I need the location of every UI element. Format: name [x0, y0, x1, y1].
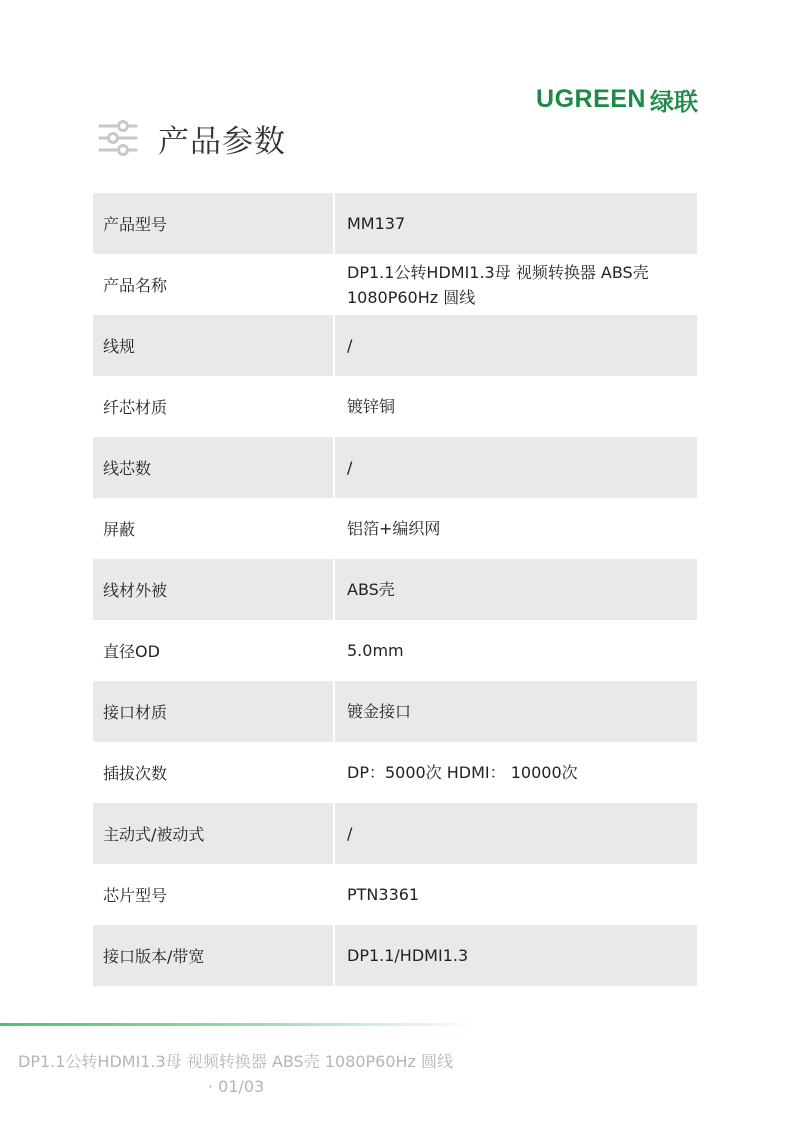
spec-value: /	[333, 803, 697, 864]
spec-key: 纤芯材质	[103, 398, 168, 417]
spec-key: 直径OD	[103, 642, 160, 661]
table-row	[93, 498, 697, 559]
table-row	[93, 254, 697, 315]
table-row	[93, 437, 697, 498]
table-row	[93, 559, 697, 620]
spec-value: /	[333, 437, 697, 498]
spec-key: 插拔次数	[103, 764, 168, 783]
spec-key: 屏蔽	[103, 520, 136, 539]
spec-value: 镀锌铜	[347, 397, 396, 416]
spec-key: 线材外被	[103, 581, 168, 600]
table-row	[93, 620, 697, 681]
spec-table	[93, 193, 697, 986]
table-row	[93, 864, 697, 925]
table-row	[93, 376, 697, 437]
spec-key: 产品型号	[103, 215, 168, 234]
footer-product-name: DP1.1公转HDMI1.3母 视频转换器 ABS壳 1080P60Hz 圆线	[18, 1052, 454, 1071]
spec-value: MM137	[333, 193, 697, 254]
footer-page-number: · 01/03	[208, 1077, 265, 1096]
spec-key: 主动式/被动式	[103, 825, 205, 844]
brand-logo	[536, 84, 698, 114]
sliders-icon	[98, 118, 138, 158]
footer-divider	[0, 1023, 480, 1026]
spec-key: 芯片型号	[103, 886, 168, 905]
table-row	[93, 742, 697, 803]
spec-key: 接口版本/带宽	[103, 947, 205, 966]
spec-key: 线规	[103, 337, 136, 356]
table-row	[93, 315, 697, 376]
spec-value: PTN3361	[347, 885, 420, 904]
spec-value: /	[333, 315, 697, 376]
spec-value: 5.0mm	[347, 641, 404, 660]
table-row	[93, 681, 697, 742]
section-header	[98, 114, 286, 162]
spec-value: DP1.1/HDMI1.3	[333, 925, 697, 986]
spec-value: 镀金接口	[333, 681, 697, 742]
section-title: 产品参数	[158, 123, 286, 160]
spec-value: ABS壳	[333, 559, 697, 620]
brand-logo-cjk: 绿联	[650, 87, 698, 116]
brand-logo-latin: UGREEN	[536, 84, 646, 113]
table-row	[93, 925, 697, 986]
spec-key: 接口材质	[103, 703, 168, 722]
spec-value: 铝箔+编织网	[347, 519, 441, 538]
spec-value: DP：5000次 HDMI： 10000次	[347, 763, 578, 782]
spec-value: DP1.1公转HDMI1.3母 视频转换器 ABS壳 1080P60Hz 圆线	[347, 262, 649, 307]
spec-key: 产品名称	[103, 276, 168, 295]
table-row	[93, 193, 697, 254]
table-row	[93, 803, 697, 864]
spec-key: 线芯数	[103, 459, 152, 478]
